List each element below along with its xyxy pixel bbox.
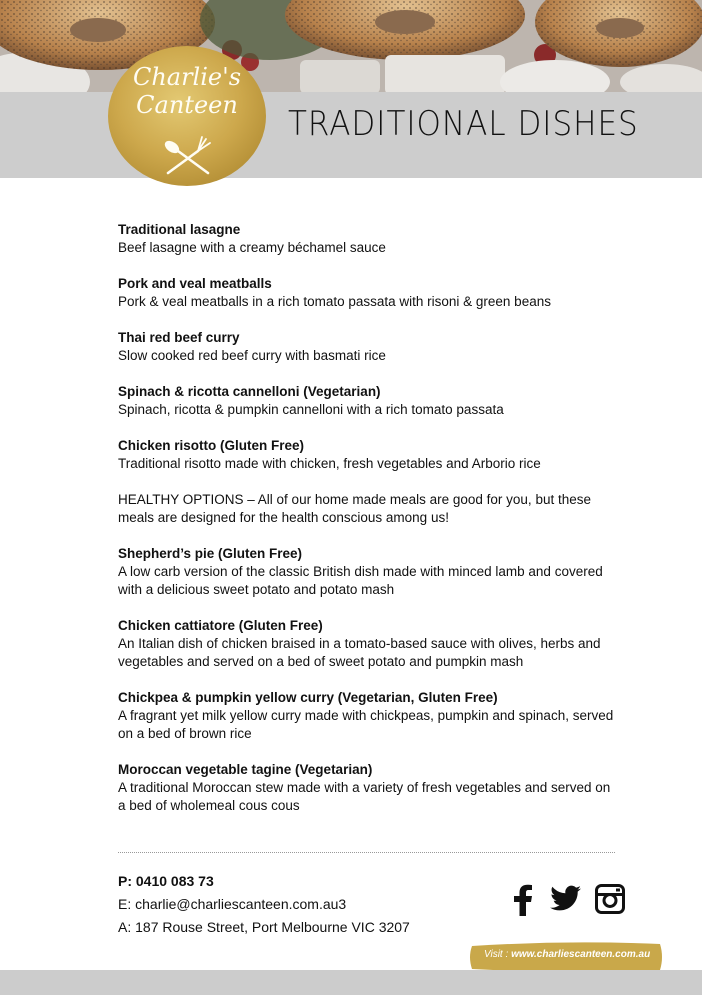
menu-item (118, 221, 618, 257)
menu-item (118, 761, 618, 815)
dish-name: Moroccan vegetable tagine (Vegetarian) (118, 762, 373, 777)
dish-description: Spinach, ricotta & pumpkin cannelloni with a rich tomato passata (118, 402, 504, 417)
dish-name: Chicken risotto (Gluten Free) (118, 438, 305, 453)
contact-phone: P: 0410 083 73 (118, 873, 214, 889)
menu-item (118, 329, 618, 365)
footer-bar (0, 970, 702, 995)
dish-name: Chicken cattiatore (Gluten Free) (118, 618, 323, 633)
dish-description: Beef lasagne with a creamy béchamel sauce (118, 240, 386, 255)
facebook-icon[interactable] (510, 884, 536, 916)
dish-description: A low carb version of the classic British dish made with minced lamb and covered with a delicious sweet potato and potato mash (118, 564, 603, 597)
dish-description: A traditional Moroccan stew made with a variety of fresh vegetables and served on a bed of wholemeal cous cous (118, 780, 611, 813)
charlies-canteen-logo (106, 45, 268, 187)
dotted-divider (118, 852, 615, 853)
dish-name: Pork and veal meatballs (118, 276, 272, 291)
visit-label: Visit : (484, 949, 509, 960)
logo-text-line2: Canteen (136, 91, 238, 119)
page-title: TRADITIONAL DISHES (288, 104, 639, 144)
dish-description: Pork & veal meatballs in a rich tomato passata with risoni & green beans (118, 294, 551, 309)
menu-item (118, 275, 618, 311)
healthy-options-note: HEALTHY OPTIONS – All of our home made meals are good for you, but these meals are designed for the health conscious among us! (118, 492, 591, 525)
menu-list (118, 221, 618, 833)
dish-description: A fragrant yet milk yellow curry made with chickpeas, pumpkin and spinach, served on a bed of brown rice (118, 708, 614, 741)
dish-name: Shepherd’s pie (Gluten Free) (118, 546, 303, 561)
dish-name: Spinach & ricotta cannelloni (Vegetarian) (118, 384, 381, 399)
dish-description: Slow cooked red beef curry with basmati rice (118, 348, 386, 363)
menu-item (118, 383, 618, 419)
dish-description: Traditional risotto made with chicken, fresh vegetables and Arborio rice (118, 456, 541, 471)
contact-address: A: 187 Rouse Street, Port Melbourne VIC 3207 (118, 919, 410, 935)
instagram-icon[interactable] (595, 884, 625, 914)
logo-text-line1: Charlie's (132, 63, 242, 91)
dish-name: Traditional lasagne (118, 222, 241, 237)
menu-item (118, 617, 618, 671)
visit-website-link[interactable] (484, 949, 654, 960)
menu-item (118, 437, 618, 473)
menu-item (118, 545, 618, 599)
menu-item (118, 689, 618, 743)
dish-description: An Italian dish of chicken braised in a tomato-based sauce with olives, herbs and vegetables and served on a bed of sweet potato and pumpkin mash (118, 636, 601, 669)
website-url[interactable]: www.charliescanteen.com.au (511, 949, 651, 960)
twitter-icon[interactable] (550, 884, 582, 912)
dish-name: Thai red beef curry (118, 330, 240, 345)
dish-name: Chickpea & pumpkin yellow curry (Vegetarian, Gluten Free) (118, 690, 498, 705)
contact-email[interactable]: E: charlie@charliescanteen.com.au3 (118, 896, 347, 912)
